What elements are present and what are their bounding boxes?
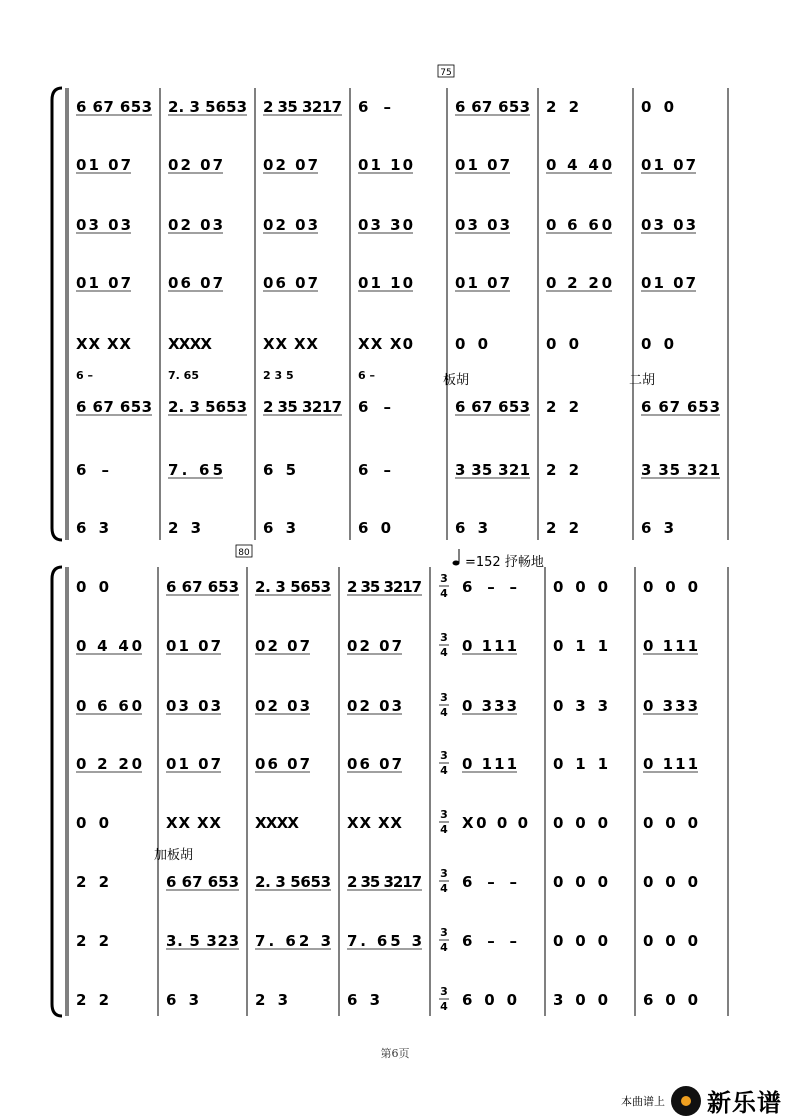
measure-notes: 01 07	[166, 755, 221, 773]
measure-notes: 0 111	[643, 755, 698, 773]
measure-notes: 01 07	[455, 274, 510, 292]
staff-2	[76, 637, 698, 655]
measure-notes: 01 07	[641, 156, 696, 174]
measure-notes: 2 2	[546, 461, 579, 479]
quarter-note-icon	[453, 561, 460, 566]
measure-notes: 2 2	[76, 873, 109, 891]
measure-notes: 0 0	[455, 335, 488, 353]
measure-notes: 7. 65	[168, 461, 223, 479]
time-signature-denominator: 4	[440, 706, 448, 719]
measure-notes: 2 2	[546, 398, 579, 416]
measure-notes: 6 67 653	[166, 578, 239, 596]
measure-notes: 03 03	[166, 697, 221, 715]
time-signature-numerator: 3	[440, 631, 448, 644]
measure-notes: 0 0 0	[553, 873, 608, 891]
time-signature-numerator: 3	[440, 867, 448, 880]
measure-notes: 06 07	[255, 755, 310, 773]
tempo-text: =152 抒畅地	[465, 555, 544, 570]
measure-notes: 2. 3 5653	[255, 873, 331, 891]
measure-notes: 3 0 0	[553, 991, 608, 1009]
measure-notes: 6 67 653	[455, 398, 530, 416]
rehearsal-mark	[438, 65, 454, 78]
time-signature-denominator: 4	[440, 882, 448, 895]
staff-4	[76, 755, 698, 773]
measure-notes: 6 67 653	[76, 98, 152, 116]
measure-notes: 2 35 3217	[263, 398, 342, 416]
measure-notes: 06 07	[168, 274, 223, 292]
time-signature-denominator: 4	[440, 587, 448, 600]
measure-notes: 0 6 60	[546, 216, 612, 234]
measure-notes: 6 –	[358, 98, 391, 116]
measure-notes: 0 0 0	[643, 932, 698, 950]
measure-notes: 6 67 653	[76, 398, 152, 416]
measure-notes: 0 0	[76, 578, 109, 596]
measure-notes: 0 0	[641, 98, 674, 116]
measure-notes: 6 – –	[462, 578, 517, 596]
measure-notes: 0 0 0	[643, 873, 698, 891]
staff-7	[76, 461, 720, 479]
rehearsal-mark	[236, 545, 252, 558]
measure-notes: 6 5	[263, 461, 296, 479]
measure-notes: 6 67 653	[641, 398, 720, 416]
measure-notes: 0 0 0	[643, 814, 698, 832]
measure-notes: 0 3 3	[553, 697, 608, 715]
measure-notes: 0 6 60	[76, 697, 142, 715]
measure-notes: 01 07	[641, 274, 696, 292]
measure-notes: 2 2	[76, 991, 109, 1009]
measure-notes: 2. 3 5653	[168, 98, 247, 116]
time-signature	[439, 691, 449, 719]
measure-notes: 01 07	[455, 156, 510, 174]
measure-notes: 6 –	[358, 461, 391, 479]
chord-notes: 6 –	[358, 369, 375, 382]
time-signature-numerator: 3	[440, 808, 448, 821]
system-bracket	[52, 88, 62, 540]
measure-notes: 6 3	[641, 519, 674, 537]
measure-notes: 7. 62 3	[255, 932, 331, 950]
measure-notes: 7. 65 3	[347, 932, 422, 950]
staff-8	[76, 991, 698, 1009]
time-signature	[439, 985, 449, 1013]
measure-notes: 0 0 0	[553, 932, 608, 950]
measure-notes: 02 07	[347, 637, 402, 655]
measure-notes: 2. 3 5653	[255, 578, 331, 596]
tempo-mark	[453, 549, 544, 570]
instrument-label: 二胡	[629, 373, 656, 388]
measure-notes: 6 0	[358, 519, 391, 537]
chord-notes: 7. 65	[168, 369, 199, 382]
measure-notes: 01 10	[358, 274, 413, 292]
measure-notes: 3. 5 323	[166, 932, 239, 950]
measure-notes: 2 3	[255, 991, 288, 1009]
time-signature-numerator: 3	[440, 926, 448, 939]
system-bracket	[52, 567, 62, 1016]
measure-notes: 0 4 40	[76, 637, 142, 655]
footer-watermark	[621, 1083, 782, 1118]
rehearsal-mark-number: 80	[238, 548, 250, 558]
time-signature	[439, 572, 449, 600]
measure-notes: 6 – –	[462, 873, 517, 891]
footer-note: 本曲谱上	[621, 1094, 665, 1108]
measure-notes: 6 –	[76, 461, 109, 479]
measure-notes: 06 07	[263, 274, 318, 292]
record-disc-icon	[671, 1086, 701, 1116]
measure-notes: 6 67 653	[166, 873, 239, 891]
system-2	[52, 545, 728, 1016]
staff-8	[76, 519, 674, 537]
time-signature-denominator: 4	[440, 764, 448, 777]
time-signature	[439, 749, 449, 777]
measure-notes: 6 67 653	[455, 98, 530, 116]
measure-notes: 2 35 3217	[263, 98, 342, 116]
brand-logo: 新乐谱	[707, 1089, 782, 1117]
measure-notes: 6 0 0	[643, 991, 698, 1009]
measure-notes: 6 – –	[462, 932, 517, 950]
measure-notes: 0 2 20	[546, 274, 612, 292]
measure-notes: XX XX	[166, 814, 221, 832]
time-signature-numerator: 3	[440, 749, 448, 762]
measure-notes: XXXX	[168, 335, 212, 353]
measure-notes: 0 111	[643, 637, 698, 655]
measure-notes: XX X0	[358, 335, 413, 353]
measure-notes: XX XX	[76, 335, 131, 353]
measure-notes: 02 07	[255, 637, 310, 655]
measure-notes: XX XX	[347, 814, 402, 832]
time-signature-denominator: 4	[440, 1000, 448, 1013]
measure-notes: 2 35 3217	[347, 873, 422, 891]
measure-notes: 2. 3 5653	[168, 398, 247, 416]
instrument-label: 加板胡	[154, 848, 194, 863]
measure-notes: 02 03	[255, 697, 310, 715]
measure-notes: 6 3	[263, 519, 296, 537]
measure-notes: 03 30	[358, 216, 413, 234]
measure-notes: 0 0	[641, 335, 674, 353]
measure-notes: 0 2 20	[76, 755, 142, 773]
measure-notes: 02 03	[168, 216, 223, 234]
staff-1	[76, 578, 698, 596]
time-signature-denominator: 4	[440, 646, 448, 659]
measure-notes: 6 –	[358, 398, 391, 416]
measure-notes: 0 111	[462, 755, 517, 773]
time-signature-denominator: 4	[440, 941, 448, 954]
time-signature	[439, 867, 449, 895]
measure-notes: 6 3	[347, 991, 380, 1009]
measure-notes: 01 07	[76, 274, 131, 292]
staff-4	[76, 274, 696, 292]
chord-notes: 2 3 5	[263, 369, 294, 382]
staff-6	[76, 398, 720, 416]
measure-notes: 0 4 40	[546, 156, 612, 174]
measure-notes: 0 0 0	[553, 814, 608, 832]
rehearsal-mark-number: 75	[440, 68, 452, 78]
time-signature	[439, 631, 449, 659]
time-signature	[439, 926, 449, 954]
measure-notes: 0 333	[462, 697, 517, 715]
measure-notes: 02 07	[263, 156, 318, 174]
measure-notes: XXXX	[255, 814, 299, 832]
measure-notes: 01 07	[76, 156, 131, 174]
measure-notes: X0 0 0	[462, 814, 528, 832]
staff-5	[76, 335, 674, 353]
measure-notes: 02 03	[263, 216, 318, 234]
time-signature-denominator: 4	[440, 823, 448, 836]
measure-notes: 2 2	[76, 932, 109, 950]
measure-notes: 6 3	[166, 991, 199, 1009]
measure-notes: 01 07	[166, 637, 221, 655]
staff-3	[76, 216, 696, 234]
measure-notes: 6 0 0	[462, 991, 517, 1009]
staff-2	[76, 156, 696, 174]
measure-notes: 0 1 1	[553, 755, 608, 773]
measure-notes: 0 0	[76, 814, 109, 832]
measure-notes: 0 1 1	[553, 637, 608, 655]
measure-notes: 6 3	[455, 519, 488, 537]
measure-notes: 3 35 321	[455, 461, 530, 479]
measure-notes: 0 0 0	[643, 578, 698, 596]
system-1	[52, 65, 728, 540]
page-number: 第6页	[380, 1047, 410, 1060]
time-signature	[439, 808, 449, 836]
measure-notes: 03 03	[641, 216, 696, 234]
measure-notes: 2 3	[168, 519, 201, 537]
instrument-label: 板胡	[443, 373, 470, 388]
measure-notes: 02 03	[347, 697, 402, 715]
measure-notes: 2 2	[546, 98, 579, 116]
measure-notes: 06 07	[347, 755, 402, 773]
measure-notes: 0 333	[643, 697, 698, 715]
measure-notes: 2 2	[546, 519, 579, 537]
measure-notes: 01 10	[358, 156, 413, 174]
staff-7	[76, 932, 698, 950]
measure-notes: XX XX	[263, 335, 318, 353]
chord-notes: 6 –	[76, 369, 93, 382]
measure-notes: 03 03	[76, 216, 131, 234]
measure-notes: 3 35 321	[641, 461, 720, 479]
measure-notes: 2 35 3217	[347, 578, 422, 596]
time-signature-numerator: 3	[440, 691, 448, 704]
measure-notes: 0 0 0	[553, 578, 608, 596]
staff-5	[76, 814, 698, 832]
time-signature-numerator: 3	[440, 572, 448, 585]
measure-notes: 02 07	[168, 156, 223, 174]
measure-notes: 03 03	[455, 216, 510, 234]
measure-notes: 0 0	[546, 335, 579, 353]
staff-3	[76, 697, 698, 715]
measure-notes: 6 3	[76, 519, 109, 537]
staff-1	[76, 98, 674, 116]
staff-6	[76, 873, 698, 891]
measure-notes: 0 111	[462, 637, 517, 655]
time-signature-numerator: 3	[440, 985, 448, 998]
